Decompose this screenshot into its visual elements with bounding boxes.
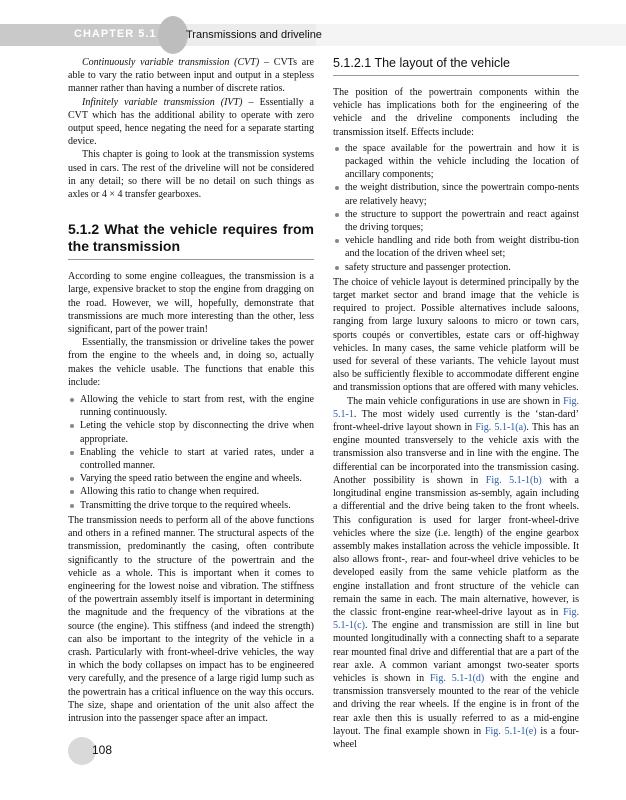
ivt-definition: Infinitely variable transmission (IVT) – Essentially a CVT which has the additional ability to operate with zero output speed, hence negating the need for a separate starting device.: [68, 96, 314, 148]
functions-list: [68, 393, 314, 512]
paragraph: This chapter is going to look at the transmission systems used in cars. The rest of the driveline will not be considered in any detail; so there will be no detail on such things as axles or 4 × 4 transfer gearboxes.: [68, 149, 314, 201]
figure-link[interactable]: Fig. 5.1-1: [333, 395, 579, 420]
page-number: 108: [92, 743, 113, 757]
paragraph: According to some engine colleagues, the transmission is a large, expensive bracket to stop the engine from dragging on the road. However, we will, hopefully, demonstrate that transmissions are much more interesting than the other, less significant, part of the power train!: [68, 271, 314, 336]
cvt-definition: Continuously variable transmission (CVT) – CVTs are able to vary the ratio between input and output in a stepless manner rather than having a number of discrete ratios.: [68, 57, 314, 95]
paragraph: The main vehicle configurations in use are shown in Fig. 5.1-1. The most widely used currently is the ‘stan-dard’ front-wheel-drive layout shown in Fig. 5.1-1(a). This has an engine mounted transversely to the vehicle axis with the transmission also transverse and in line with the engine. The differential can be incorporated into the transmission casing. Another possibility is shown in Fig. 5.1-1(b) with a longitudinal engine transmission as-sembly, again including a differential and the drive being taken to the front wheels. This configuration is used for larger front-wheel-drive vehicles where the size (i.e. length) of the engine gearbox assembly makes installation across the vehicle impossible. It also allows front-, rear- and four-wheel drive vehicles to be developed easily from the same vehicle platform as the engine installation and front structure of the vehicle can remain the same in each. The main alternative, however, is the classic front-engine rear-wheel-drive layout as in Fig. 5.1-1(c). The engine and transmission are still in line but mounted longitudinally with a connecting shaft to a separate rear mounted final drive and differential that are a part of the rear axle. A common variant amongst two-seater sports vehicles is shown in Fig. 5.1-1(d) with the engine and transmission transversely mounted to the rear of the vehicle and driving the rear wheels. If the engine is in front of the rear axle then this is usually referred to as a mid-engine layout. The final example shown in Fig. 5.1-1(e) is a four-wheel: [333, 395, 579, 750]
paragraph: Essentially, the transmission or driveline takes the power from the engine to the wheels and, in doing so, actually makes the vehicle usable. The functions that enable this include:: [68, 337, 314, 388]
list-item: Varying the speed ratio between the engine and wheels.: [68, 472, 314, 485]
section-heading: 5.1.2 What the vehicle requires from the transmission: [68, 221, 314, 255]
chapter-title: Transmissions and driveline: [186, 29, 322, 41]
list-item: Leting the vehicle stop by disconnecting the drive when appropriate.: [68, 419, 314, 445]
list-item: Allowing the vehicle to start from rest, with the engine running continuously.: [68, 393, 314, 419]
paragraph: The choice of vehicle layout is determined principally by the target market sector and brand image that the vehicle is required to project. Possible alternatives include saloons, ranging from large luxury saloons to micro or town cars, sports coupés or convertibles, estate cars or off-highway vehicles. In many cases, the same vehicle platform will be used for several of these variants. The vehicle layout must also be sufficiently flexible to accommodate different engine and transmission options that are offered with many vehicles.: [333, 276, 579, 394]
figure-link[interactable]: Fig. 5.1-1(a): [475, 422, 527, 434]
list-item: the space available for the powertrain and how it is packaged within the vehicle including the location of ancillary components;: [333, 142, 579, 182]
figure-link[interactable]: Fig. 5.1-1(d): [430, 672, 485, 684]
list-item: vehicle handling and ride both from weight distribu-tion and the location of the driven wheel set;: [333, 234, 579, 260]
figure-link[interactable]: Fig. 5.1-1(b): [485, 474, 542, 486]
heading-rule: [333, 75, 579, 76]
paragraph: The position of the powertrain components within the vehicle has implications both for the engineering of the vehicle and the driveline components including the transmission itself. Effects include:: [333, 87, 579, 138]
list-item: Allowing this ratio to change when required.: [68, 485, 314, 498]
list-item: safety structure and passenger protection.: [333, 261, 579, 274]
figure-link[interactable]: Fig. 5.1-1(e): [484, 725, 537, 737]
list-item: Enabling the vehicle to start at varied rates, under a controlled manner.: [68, 446, 314, 472]
effects-list: [333, 142, 579, 274]
list-item: Transmitting the drive torque to the required wheels.: [68, 499, 314, 512]
list-item: the structure to support the powertrain and react against the driving torques;: [333, 208, 579, 234]
right-column: [333, 56, 579, 751]
list-item: the weight distribution, since the powertrain compo-nents are relatively heavy;: [333, 181, 579, 207]
header-tab-circle: [158, 16, 188, 54]
paragraph: The transmission needs to perform all of the above functions and others in a refined manner. The structural aspects of the transmission, predominantly the casing, often contribute significantly to the structure of the powertrain and the vehicle as a whole. This is important when it comes to engineering for the lowest noise and vibration. The stiffness of the powertrain assembly itself is important in determining the magnitude and the frequency of the vibrations at the source (the engine). This stiffness (and indeed the strength) can also be important to the integrity of the vehicle in a crash. Particularly with front-wheel-drive vehicles, the way in which the body collapses on impact has to be engineered very carefully, and the presence of a large rigid lump such as the powertrain has a critical influence on the way this occurs. The size, shape and orientation of the unit also affect the intrusion into the passenger space after an impact.: [68, 514, 314, 724]
chapter-label: CHAPTER 5.1: [74, 28, 157, 40]
running-header: [0, 24, 626, 46]
figure-link[interactable]: Fig. 5.1-1(c): [333, 606, 579, 632]
subsection-heading: 5.1.2.1 The layout of the vehicle: [333, 56, 510, 70]
left-column: [68, 56, 314, 725]
heading-rule: [68, 259, 314, 260]
